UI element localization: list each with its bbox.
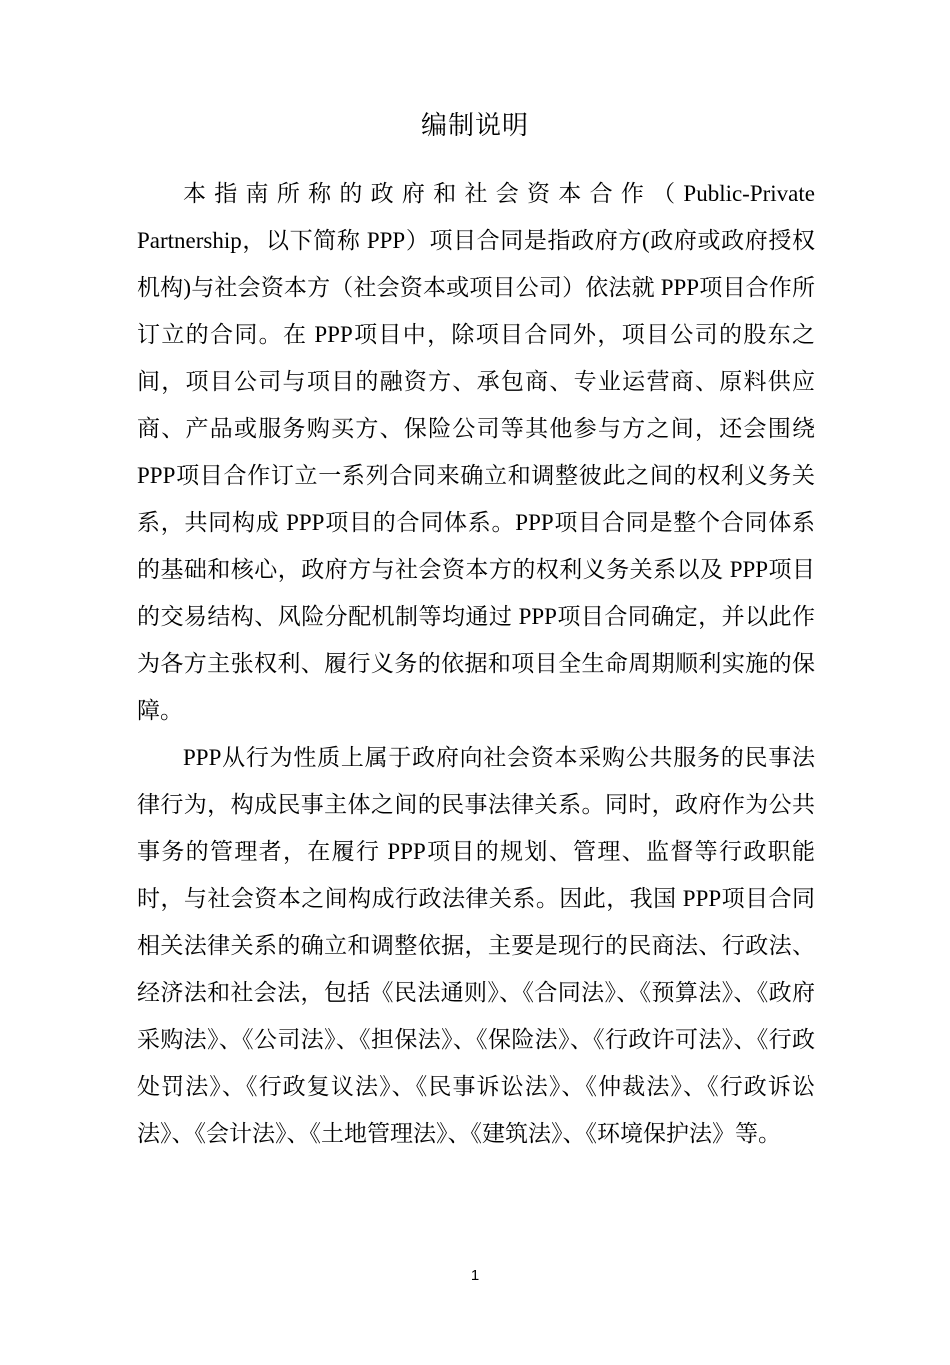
- body-text: [137, 170, 815, 1157]
- paragraph-2: PPP从行为性质上属于政府向社会资本采购公共服务的民事法律行为，构成民事主体之间的民事法律关系。同时，政府作为公共事务的管理者，在履行 PPP项目的规划、管理、监督等行政职能时，与社会资本之间构成行政法律关系。因此，我国 PPP项目合同相关法律关系的确立和调整依据，主要是现行的民商法、行政法、经济法和社会法，包括《民法通则》、《合同法》、《预算法》、《政府采购法》、《公司法》、《担保法》、《保险法》、《行政许可法》、《行政处罚法》、《行政复议法》、《民事诉讼法》、《仲裁法》、《行政诉讼法》、《会计法》、《土地管理法》、《建筑法》、《环境保护法》等。: [137, 745, 815, 1146]
- paragraph-1: 本指南所称的政府和社会资本合作（Public-Private Partnership，以下简称 PPP）项目合同是指政府方(政府或政府授权机构)与社会资本方（社会资本或项目公司）依法就 PPP项目合作所订立的合同。在 PPP项目中，除项目合同外，项目公司的股东之间，项目公司与项目的融资方、承包商、专业运营商、原料供应商、产品或服务购买方、保险公司等其他参与方之间，还会围绕 PPP项目合作订立一系列合同来确立和调整彼此之间的权利义务关系，共同构成 PPP项目的合同体系。PPP项目合同是整个合同体系的基础和核心，政府方与社会资本方的权利义务关系以及 PPP项目的交易结构、风险分配机制等均通过 PPP项目合同确定，并以此作为各方主张权利、履行义务的依据和项目全生命周期顺利实施的保障。: [137, 181, 815, 723]
- page-number: 1: [470, 1267, 480, 1284]
- page-title: 编制说明: [420, 111, 529, 141]
